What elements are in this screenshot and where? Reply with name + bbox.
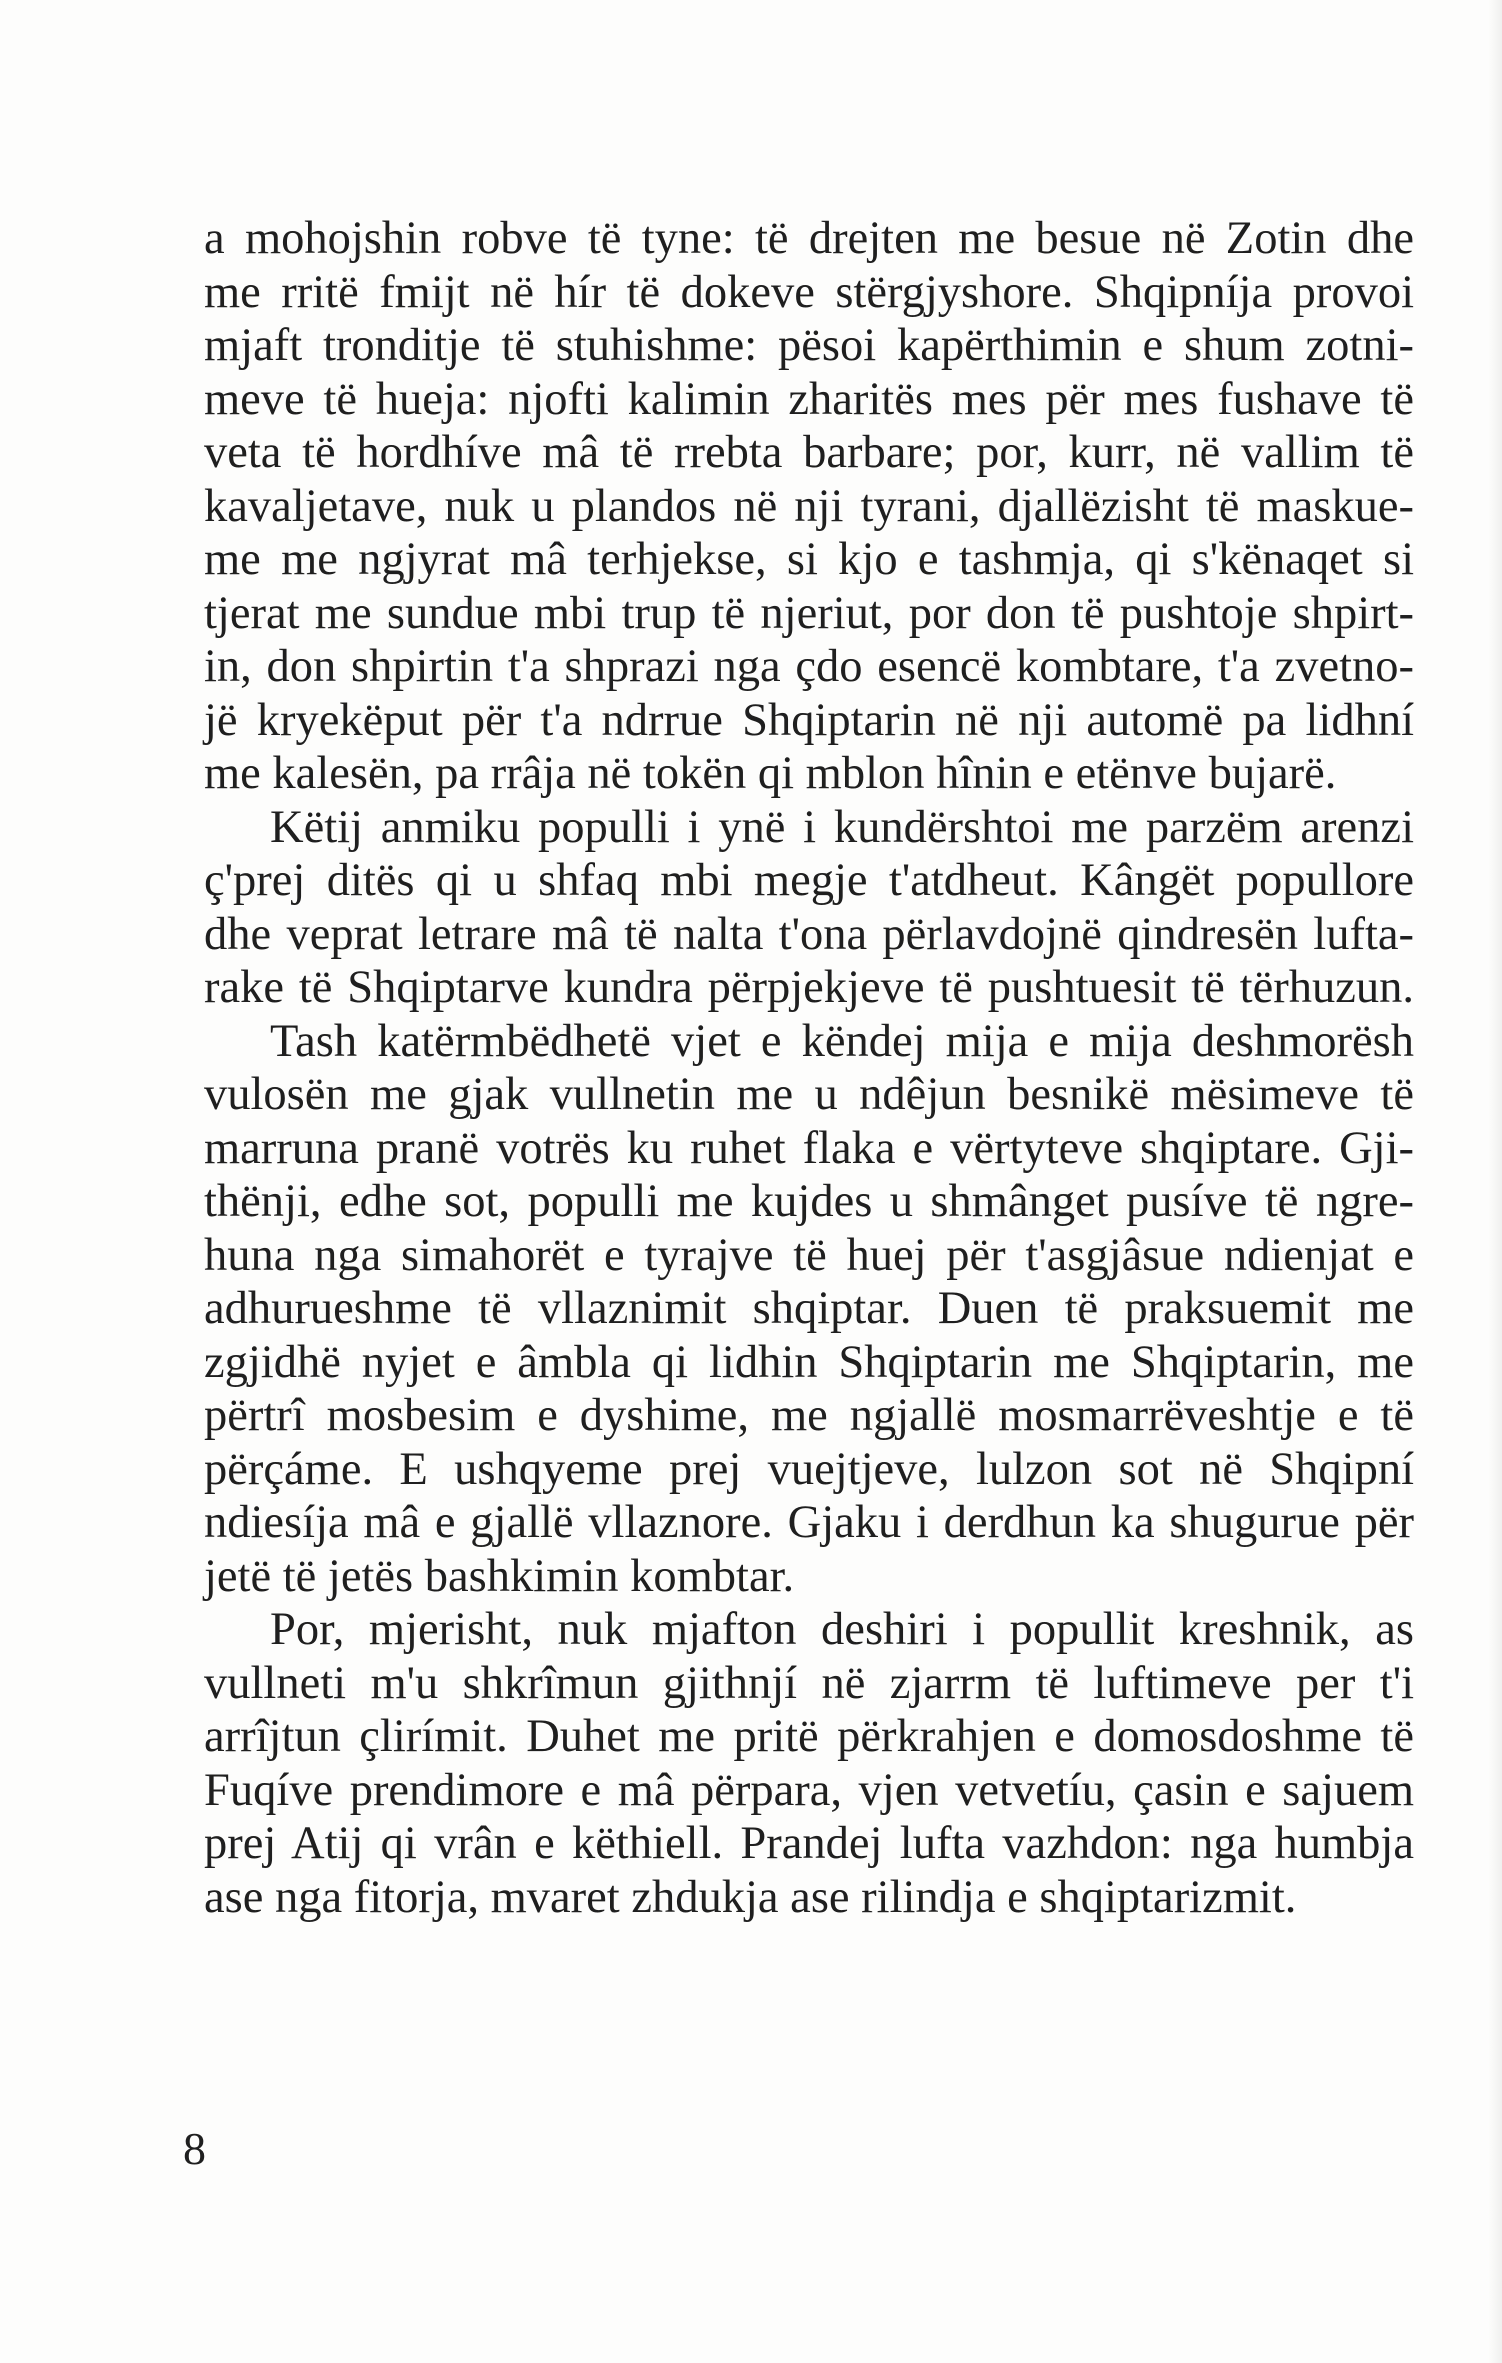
text-line: in, don shpirtin t'a shprazi nga çdo esencë kombtare, t'a zvetno- [204, 641, 1414, 692]
text-line: ç'prej ditës qi u shfaq mbi megje t'atdheut. Kângët popullore [204, 855, 1414, 906]
paragraph-3 [204, 1015, 1414, 1604]
text-line: adhurueshme të vllaznimit shqiptar. Duen të praksuemit me [204, 1283, 1414, 1334]
text-line: arrîjtun çlirímit. Duhet me pritë përkrahjen e domosdoshme të [204, 1711, 1414, 1762]
body-text [204, 212, 1414, 1924]
text-line: me rritë fmijt në hír të dokeve stërgjyshore. Shqipníja provoi [204, 266, 1414, 318]
text-line: përtrî mosbesim e dyshime, me ngjallë mosmarrëveshtje e të [204, 1390, 1414, 1441]
page-number: 8 [183, 2123, 206, 2174]
text-line: thënji, edhe sot, populli me kujdes u shmânget pusíve të ngre- [204, 1176, 1414, 1227]
text-line: me kalesën, pa rrâja në tokën qi mblon hînin e etënve bujarë. [204, 748, 1337, 799]
text-line: mjaft tronditje të stuhishme: pësoi kapërthimin e shum zotni- [204, 320, 1414, 371]
text-line: Këtij anmiku populli i ynë i kundërshtoi me parzëm arenzi [270, 801, 1414, 853]
paragraph-1 [204, 212, 1414, 801]
text-line: prej Atij qi vrân e këthiell. Prandej lufta vazhdon: nga humbja [204, 1818, 1414, 1869]
page-edge-shadow [1488, 0, 1502, 2363]
text-line: huna nga simahorët e tyrajve të huej për t'asgjâsue ndienjat e [204, 1229, 1414, 1281]
text-line: rake të Shqiptarve kundra përpjekjeve të pushtuesit të tërhuzun. [204, 962, 1414, 1013]
paragraph-2 [204, 801, 1414, 1015]
text-line: zgjidhë nyjet e âmbla qi lidhin Shqiptarin me Shqiptarin, me [204, 1336, 1414, 1388]
text-line: jë kryekëput për t'a ndrrue Shqiptarin në nji automë pa lidhní [204, 694, 1414, 746]
text-line: kavaljetave, nuk u plandos në nji tyrani, djallëzisht të maskue- [204, 480, 1414, 532]
text-line: veta të hordhíve mâ të rrebta barbare; por, kurr, në vallim të [204, 427, 1414, 478]
text-line: ndiesíja mâ e gjallë vllaznore. Gjaku i derdhun ka shugurue për [204, 1497, 1414, 1548]
text-line: vullneti m'u shkrîmun gjithnjí në zjarrm të luftimeve per t'i [204, 1657, 1414, 1709]
paragraph-4 [204, 1603, 1414, 1924]
text-line: vulosën me gjak vullnetin me u ndêjun besnikë mësimeve të [204, 1069, 1414, 1120]
text-line: dhe veprat letrare mâ të nalta t'ona përlavdojnë qindresën lufta- [204, 908, 1414, 960]
text-line: marruna pranë votrës ku ruhet flaka e vërtyteve shqiptare. Gji- [204, 1122, 1414, 1174]
text-line: jetë të jetës bashkimin kombtar. [204, 1550, 795, 1602]
text-line: Por, mjerisht, nuk mjafton deshiri i popullit kreshnik, as [270, 1604, 1414, 1655]
text-line: a mohojshin robve të tyne: të drejten me besue në Zotin dhe [204, 213, 1414, 264]
text-line: me me ngjyrat mâ terhjekse, si kjo e tashmja, qi s'kënaqet si [204, 534, 1414, 585]
text-line: meve të hueja: njofti kalimin zharitës mes për mes fushave të [204, 373, 1414, 425]
text-line: Tash katërmbëdhetë vjet e këndej mija e mija deshmorësh [270, 1015, 1414, 1067]
text-line: tjerat me sundue mbi trup të njeriut, por don të pushtoje shpirt- [204, 587, 1414, 639]
text-line: përçáme. E ushqyeme prej vuejtjeve, lulzon sot në Shqipní [204, 1443, 1414, 1495]
text-line: Fuqíve prendimore e mâ përpara, vjen vetvetíu, çasin e sajuem [204, 1764, 1414, 1816]
text-line: ase nga fitorja, mvaret zhdukja ase rilindja e shqiptarizmit. [204, 1871, 1297, 1923]
